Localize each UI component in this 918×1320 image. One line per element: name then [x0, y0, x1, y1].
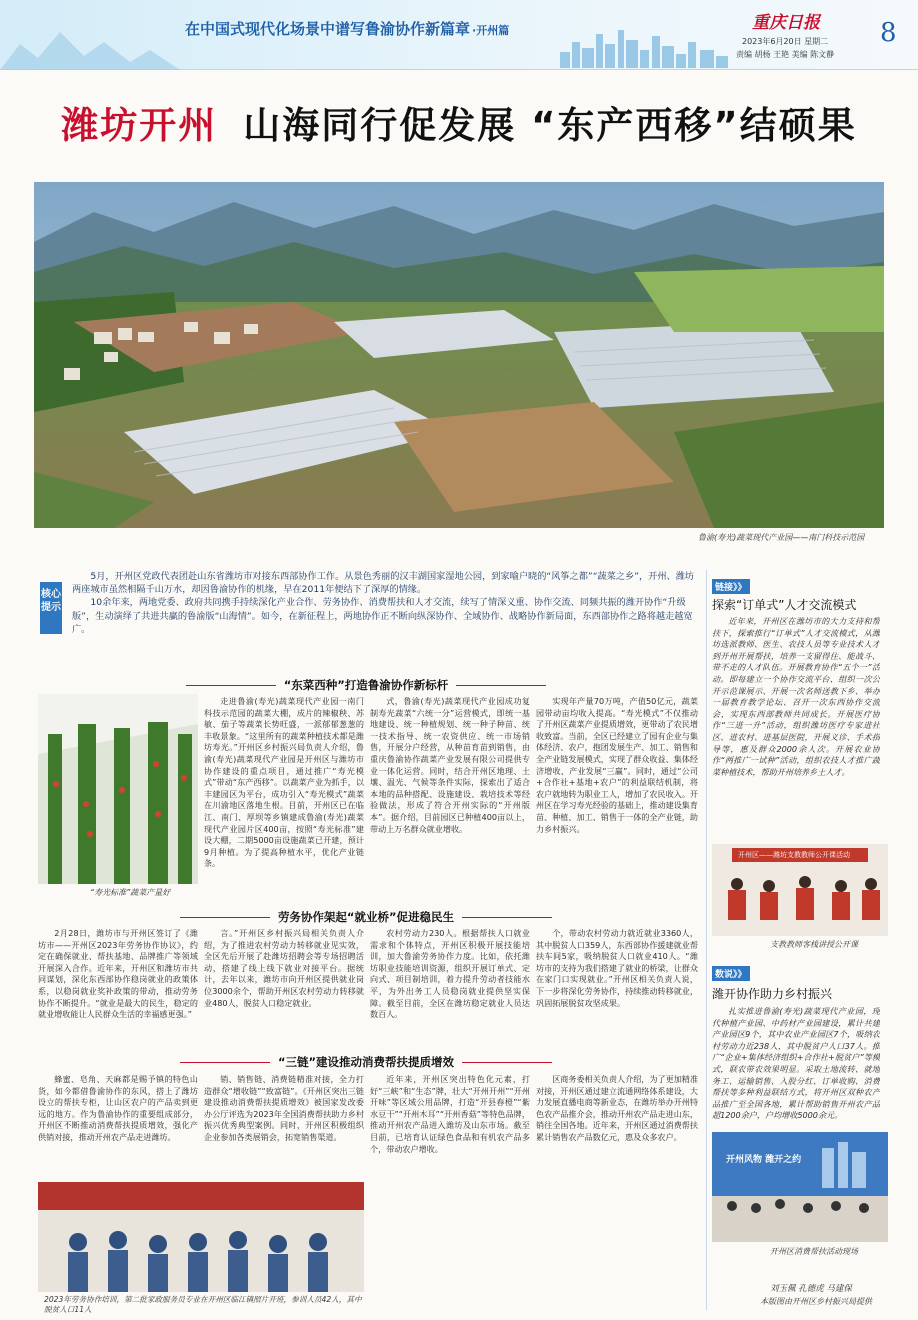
- newspaper-name: 重庆日报: [752, 13, 820, 33]
- sidebar-divider: [706, 570, 707, 1310]
- header-slogan: 在中国式现代化场景中谱写鲁渝协作新篇章 ·开州篇: [185, 20, 510, 38]
- header-slogan-sub: ·开州篇: [472, 24, 510, 37]
- header-mountain-icon: [0, 22, 180, 70]
- sidebar2-text: 扎实推进鲁渝(寿光)蔬菜现代产业园，现代种植产业园、中药材产业园建设，累计共建产业园区9个，其中农业产业园区7个，吸纳农村劳动力近238人，其中脱贫户人口37人。推广“企业+集体经济组织+合作社+脱贫户”等模式，联农带农效果明显。采取土地流转、就地务工、运输销售、入股分红、订单收购、消费帮扶等多种利益联结方式，将开州区双种农产品推广至全国各地，累计帮助销售开州农产品超1200余户，户均增收5000余元。: [712, 1006, 880, 1121]
- main-photo-caption: 鲁渝(寿光)蔬菜现代产业园——南门科技示范园: [698, 533, 865, 542]
- issue-date: 2023年6月20日 星期二: [742, 37, 829, 46]
- sidebar1-title: 探索“订单式”人才交流模式: [712, 598, 857, 612]
- sidebar2-tag: 数说》》: [712, 962, 750, 981]
- sec3-column-1: 蜂蜜、皂角、天麻都是赐予镇的特色山货，如今都借鲁渝协作的东风，搭上了潍坊设立的帮扶专柜，让山区农户的产品卖到更远的地方。作为鲁渝协作的重要组成部分，开州区不断推动消费帮扶提质增效，强化产供销对接，推动开州农产品走进潍坊。: [38, 1074, 198, 1142]
- sec2-column-2: 言。”开州区乡村振兴局相关负责人介绍，为了推进农村劳动力转移就业见实效，全区先后开展了赴潍坊招聘会等专场招聘活动，搭建了线上线下就业对接平台。据统计，去年以来，潍坊市向开州区提供就业岗位3000余个，帮助开州区农村劳动力转移就业480人，脱贫人口稳定就业。: [204, 928, 364, 1008]
- sec2-column-1: 2月28日，潍坊市与开州区签订了《潍坊市——开州区2023年劳务协作协议》，约定在确保就业、帮扶基地、品牌推广等领域开展深入合作。近年来，开州区和潍坊市共同谋划，深化东西部协作稳岗就业的政策体系，以稳岗就业奖补政策的带动，推动劳务协作不断提升。“就业是最大的民生，稳定的就业增收能让人民群众生活的幸福感更强。”: [38, 928, 198, 1020]
- teaching-photo-caption: 支教教师客栈讲授公开课: [770, 940, 858, 949]
- consumption-photo-banner: 开州风物 潍开之约: [726, 1155, 802, 1165]
- page-headline: [0, 95, 918, 149]
- sec1-column-1: 走进鲁渝(寿光)蔬菜现代产业园一南门科技示范园的蔬菜大棚，成片的辣椒秧、苏敏、茄子等蔬菜长势旺盛，一派郁郁葱葱的丰收景象。“这里所有的蔬菜种植技术都是潍坊寿光。”开州区乡村振兴局负责人介绍，鲁渝(寿光)蔬菜现代产业园是开州区与潍坊市协作建设的重点项目，通过推广“寿光模式”带动“东产西移”。以蔬菜产业为抓手，以丰建园区为平台，成功引入“寿光模式”蔬菜在川渝地区落地生根。目前，开州区已在临江、南门、厚坝等乡镇建成鲁渝(寿光)蔬菜现代产业园片区400亩，按照“寿光标准”建设大棚，二期5000亩设施蔬菜已开建，预计9月种植。为了提高种植水平，优化产业链条。: [204, 696, 364, 869]
- sec3-column-4: 区商务委相关负责人介绍，为了更加精准对接，开州区通过建立流通网络体系建设，大力发展直播电商等新业态，在潍坊举办开州特色农产品推介会，推动开州农产品走进山东，销往全国各地。近年来，开州区通过消费帮扶累计销售农产品数亿元，惠及众多农户。: [536, 1074, 698, 1142]
- training-photo-caption: 2023年劳务协作培训，第二批家政服务员专业在开州区临江镇照片开班，参训人员42人，其中脱贫人口11人: [44, 1295, 362, 1314]
- intro-paragraph: 5月，开州区党政代表团赴山东省潍坊市对接东西部协作工作。从景色秀丽的汉丰湖国家湿地公园，到家喻户晓的“风筝之都”“蔬菜之乡”，开州、潍坊两座城市虽然相隔千山万水，却因鲁渝协作的机缘，早在2011年便结下了深厚的情缘。: [72, 571, 695, 596]
- author-credits: 刘玉佩 孔德虎 马建保: [770, 1284, 852, 1294]
- consumption-photo-caption: 开州区消费帮扶活动现场: [770, 1247, 858, 1256]
- page-header: [0, 0, 918, 70]
- section-heading: “东菜西种”打造鲁渝协作新标杆: [34, 677, 698, 693]
- header-skyline-icon: [560, 28, 750, 68]
- sec1-column-2: 式，鲁渝(寿光)蔬菜现代产业园成功复制寿光蔬菜“六统一分”运营模式，即统一基地建设、统一种植规划、统一种子种苗、统一技术指导、统一农资供应、统一市场销售，开展分户经营，从种苗育苗到销售，由重庆鲁渝协作蔬菜产业发展有限公司提供专业一体化运营。同时，结合开州区地理、土壤、温光、气候等条件实际，探索出了适合本地的品种搭配、设施建设、栽培技术等经验做法，形成了符合开州实际的“开州版本”。据介绍，目前园区已种植400亩以上，带动上万名群众就业增收。: [370, 696, 530, 834]
- sec1-column-3: 实现年产量70万吨，产值50亿元，蔬菜园带动亩均收入提高。“寿光模式”不仅推动了开州区蔬菜产业提质增效，更带动了农民增收致富。当前，全区已经建立了园有企业与集体经济、农户，抱团发展生产、加工、销售和全产业链发展模式，实现了群众收益、集体经济增收、产业发展“三赢”。同时，通过“公司+合作社+基地+农户”的利益联结机制，将农户就地转为职业工人，增加了农民收入。开州区在学习寿光经验的基础上，推动建设集育苗、种植、加工、销售于一体的全产业链，助力乡村振兴。: [536, 696, 698, 834]
- sec3-column-3: 近年来，开州区突出特色化元素，打好“三峡”和“生态”牌，壮大“开州开州”“开州开味”等区域公用品牌，打造“开县春橙”“紫水豆干”“开州木耳”“开州香菇”等特色品牌，推动开州农产品进入潍坊及山东市场。截至目前，已培育认证绿色食品和有机农产品多个，带动农户增收。: [370, 1074, 530, 1154]
- intro-text: [72, 570, 698, 636]
- teaching-photo: [712, 844, 888, 936]
- sidebar1-text: 近年来，开州区在潍坊市的大力支持和帮扶下，探索推行“订单式”人才交流模式，从潍坊选派教师、医生、农技人员等专业技术人才到开州开展帮扶，培养一支留得住、能战斗、带不走的人才队伍。开展教育协作“五个一”活动。即每建立一个协作交流平台、组织一次公开示范课展示、开展一次名师送教下乡、举办一届教育教学论坛、召开一次东西协作交流会，实现东西部教师共同成长。开展医疗协作“三进一升”活动，组织潍坊医疗专家进社区、进农村、进基层医院，开展义诊、手术指导等，惠及群众2000余人次。开展农业协作“两推广一试种”活动，组织农技人才推广蔬菜种植技术，帮助开州培养乡土人才。: [712, 616, 880, 777]
- training-class-photo: [38, 1182, 364, 1292]
- sidebar2-title: 潍开协作助力乡村振兴: [712, 987, 833, 1001]
- main-aerial-photo: [34, 182, 884, 528]
- aerial-landscape-image: [34, 182, 884, 528]
- section-heading: “三链”建设推动消费帮扶提质增效: [34, 1054, 698, 1070]
- core-tip-label: 核心提示: [40, 582, 62, 634]
- section-heading: 劳务协作架起“就业桥”促进稳民生: [34, 909, 698, 925]
- headline-title: 山海同行促发展 “东产西移”结硕果: [243, 104, 857, 147]
- page-number: 8: [880, 18, 897, 48]
- consumption-event-photo: [712, 1132, 888, 1242]
- sidebar1-tag: 链接》》: [712, 575, 750, 594]
- photo-credits: 本版图由开州区乡村振兴局提供: [760, 1297, 872, 1306]
- teaching-photo-banner: 开州区——潍坊支教教师公开课活动: [738, 851, 850, 859]
- headline-place: 潍坊开州: [61, 104, 218, 147]
- sec3-column-2: 销、销售链、消费链精准对接，全力打造群众“增收链”“致富链”。《开州区突出三链建设推动消费帮扶提质增效》被国家发改委办公厅评选为2023年全国消费帮扶助力乡村振兴优秀典型案例。同时，开州区积极组织企业参加各类展销会，拓宽销售渠道。: [204, 1074, 364, 1142]
- greenhouse-photo: [38, 694, 198, 884]
- sec2-column-3: 农村劳动力230人。根据帮扶人口就业需求和个体特点，开州区积极开展技能培训，加大鲁渝劳务协作力度。比如，依托潍坊职业技能培训资源，组织开展订单式、定向式、项目制培训，着力提升劳动者技能水平，为外出务工人员稳岗就业提供坚实保障。截至目前，全区在潍坊稳定就业人员达数百人。: [370, 928, 530, 1020]
- greenhouse-photo-caption: “寿光标准”蔬菜产量好: [90, 888, 171, 897]
- intro-paragraph: 10余年来，两地党委、政府共同携手持续深化产业合作、劳务协作、消费帮扶和人才交流，续写了情深义重、协作交流、同频共振的潍开协作“升级版”，生动演绎了共进共赢的鲁渝版“山海情”。如今，在新征程上，两地协作正不断向纵深协作、全域协作、战略协作新局面，东西部协作之路将越走越宽广。: [72, 597, 693, 635]
- editor-credits: 责编 胡杨 王艳 美编 陈文静: [736, 50, 835, 59]
- sec2-column-4: 个，带动农村劳动力就近就业3360人，其中脱贫人口359人，东西部协作援建就业帮扶车间5家，吸纳脱贫人口就业410人。“潍坊市的支持为我们搭建了就业的桥梁，让群众在家门口实现就业。”开州区相关负责人说，下一步将深化劳务协作，持续推动转移就业，巩固拓展脱贫攻坚成果。: [536, 928, 698, 1008]
